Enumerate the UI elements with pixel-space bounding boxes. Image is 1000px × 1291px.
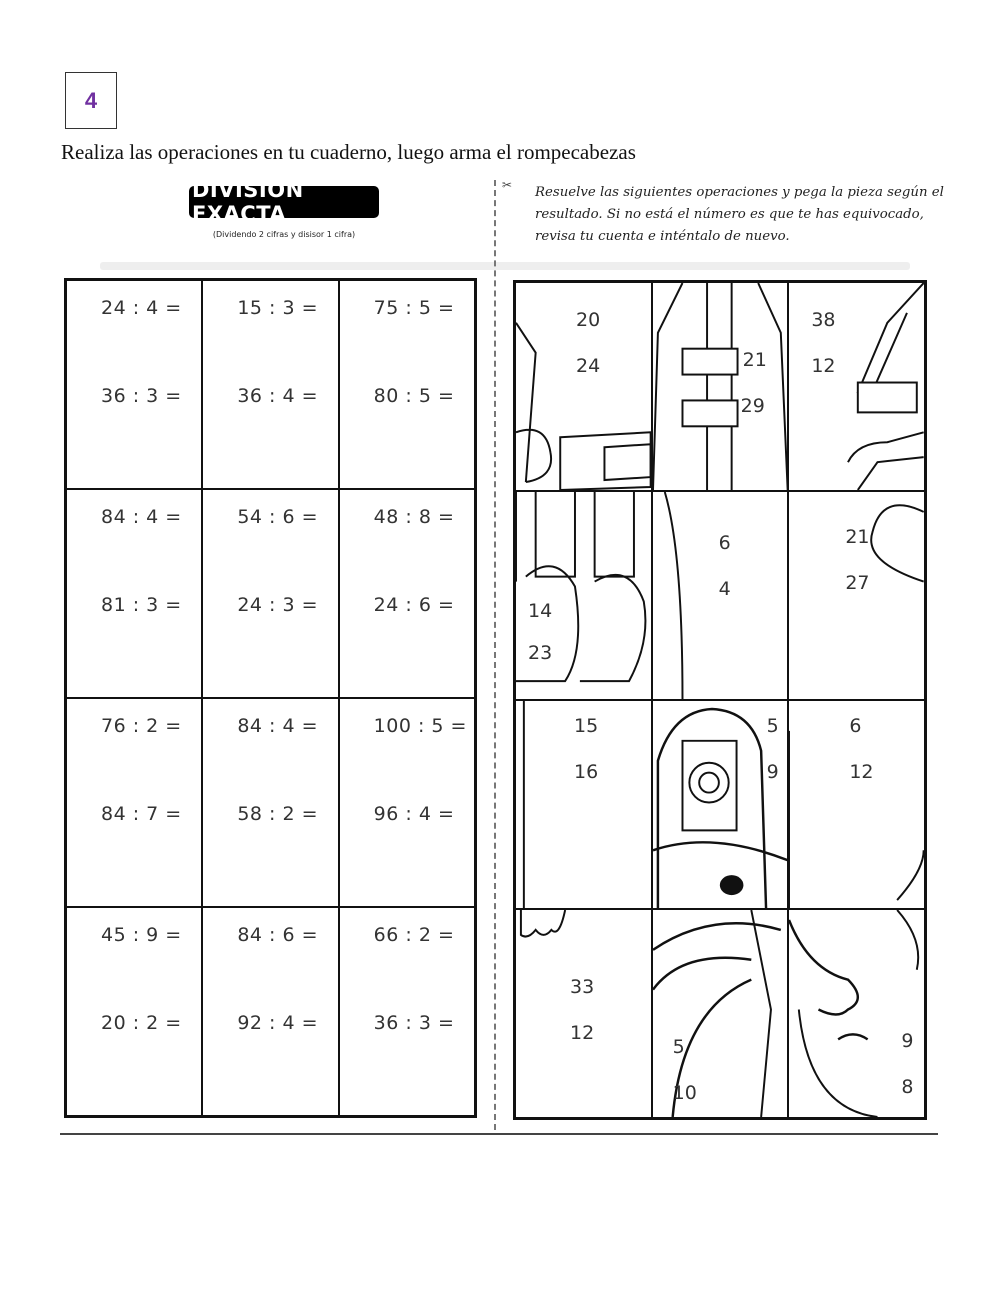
operation-cell [66,280,202,489]
puzzle-piece[interactable] [788,700,925,909]
operation: 81 : 3 = [101,594,182,616]
operation: 48 : 8 = [373,506,455,528]
operation: 84 : 6 = [237,924,319,946]
header-divider [100,262,910,270]
operation: 92 : 4 = [237,1012,319,1034]
piece-number: 21 [742,349,767,371]
operation-cell [66,907,202,1116]
operation-cell [202,489,338,698]
operation: 84 : 7 = [101,803,182,825]
puzzle-piece[interactable] [652,700,789,909]
firefighter-hand-drawing [789,492,924,699]
operation: 75 : 5 = [373,297,455,319]
scissors-icon: ✂ [502,178,513,192]
piece-number: 14 [528,600,553,622]
piece-number: 23 [528,642,553,664]
piece-number: 21 [845,526,870,548]
operation: 36 : 3 = [373,1012,455,1034]
piece-number: 12 [811,355,836,377]
operation: 24 : 4 = [101,297,182,319]
puzzle-piece[interactable] [515,909,652,1118]
piece-number: 29 [740,395,765,417]
operation-cell [339,280,475,489]
operation: 24 : 3 = [237,594,319,616]
puzzle-piece[interactable] [788,491,925,700]
operation-cell [202,907,338,1116]
operation: 45 : 9 = [101,924,182,946]
puzzle-piece[interactable] [652,282,789,491]
operation: 96 : 4 = [373,803,455,825]
piece-number: 24 [576,355,601,377]
piece-number: 6 [849,715,862,737]
piece-number: 4 [718,578,731,600]
operation: 80 : 5 = [373,385,455,407]
cut-line [494,180,496,1130]
firefighter-boots-drawing [516,492,651,699]
piece-number: 38 [811,309,836,331]
piece-number: 15 [574,715,599,737]
puzzle-grid [513,280,927,1120]
operation: 66 : 2 = [373,924,455,946]
puzzle-piece[interactable] [652,909,789,1118]
operation: 15 : 3 = [237,297,319,319]
operation-cell [66,698,202,907]
piece-number: 33 [570,976,595,998]
worksheet-instructions: Resuelve las siguientes operaciones y pega la pieza según el resultado. Si no está el número es que te has equivocado, revisa tu cuenta e inténtalo de nuevo. [535,185,944,244]
operation: 24 : 6 = [373,594,455,616]
operation: 58 : 2 = [237,803,319,825]
piece-number: 12 [570,1022,595,1044]
puzzle-piece[interactable] [788,909,925,1118]
activity-instruction: Realiza las operaciones en tu cuaderno, luego arma el rompecabezas [61,140,636,164]
piece-number: 10 [672,1082,697,1104]
puzzle-piece[interactable] [515,282,652,491]
puzzle-piece[interactable] [652,491,789,700]
piece-number: 16 [574,761,599,783]
operation-cell [339,489,475,698]
operation-cell [202,698,338,907]
operation-cell [202,280,338,489]
puzzle-piece[interactable] [515,700,652,909]
operation: 84 : 4 = [237,715,319,737]
operation: 20 : 2 = [101,1012,182,1034]
piece-number: 5 [766,715,779,737]
piece-number: 20 [576,309,601,331]
operation: 100 : 5 = [373,715,467,737]
puzzle-piece[interactable] [788,282,925,491]
page-number-box [65,72,117,129]
worksheet-subtitle: (Dividendo 2 cifras y disisor 1 cifra) [212,230,356,239]
operation-cell [339,698,475,907]
operation: 84 : 4 = [101,506,182,528]
operation: 54 : 6 = [237,506,319,528]
piece-number: 8 [901,1076,914,1098]
operations-grid [64,278,477,1118]
operation-cell [66,489,202,698]
operation: 36 : 3 = [101,385,182,407]
page-number: 4 [84,87,98,113]
operation: 76 : 2 = [101,715,182,737]
piece-number: 9 [766,761,779,783]
worksheet-title: DIVISIÓN EXACTA [189,186,379,218]
puzzle-piece[interactable] [515,491,652,700]
piece-number: 9 [901,1030,914,1052]
piece-number: 6 [718,532,731,554]
operation: 36 : 4 = [237,385,319,407]
bottom-divider [60,1133,938,1135]
firefighter-fingers-drawing [516,910,651,1117]
piece-number: 12 [849,761,874,783]
operation-cell [339,907,475,1116]
firefighter-coat-drawing [653,283,788,490]
firefighter-glove-drawing [789,283,924,490]
piece-number: 5 [672,1036,685,1058]
piece-number: 27 [845,572,870,594]
